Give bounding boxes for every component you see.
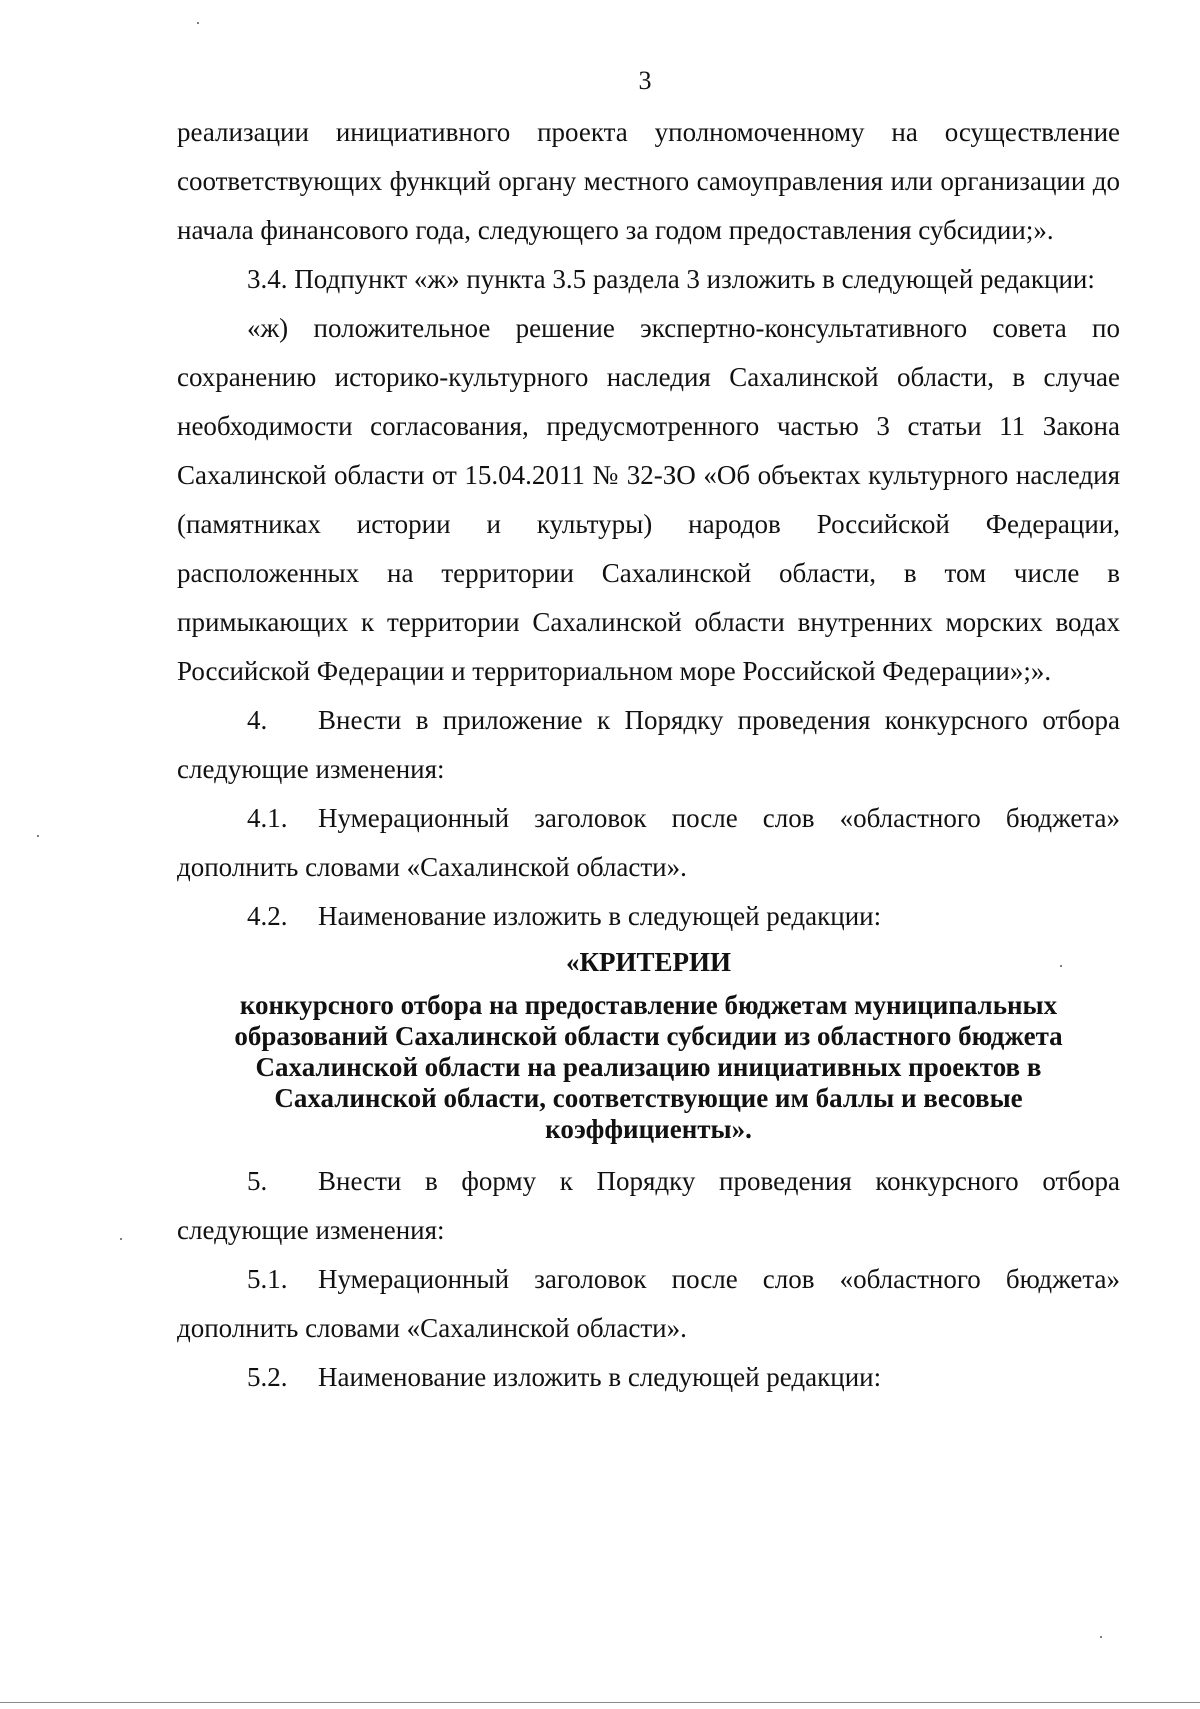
- item-number: 5.: [247, 1166, 268, 1196]
- item-text: Внести в форму к Порядку проведения конкурсного отбора следующие изменения:: [177, 1166, 1120, 1245]
- scan-edge-line: [0, 1702, 1200, 1703]
- page-number: 3: [638, 66, 652, 95]
- paragraph-4: [177, 696, 1120, 794]
- item-text: Внести в приложение к Порядку проведения конкурсного отбора следующие изменения:: [177, 705, 1120, 784]
- item-number: 5.2.: [247, 1362, 288, 1392]
- scan-speck: [1060, 965, 1062, 967]
- scan-speck: [120, 1238, 122, 1240]
- paragraph-5-2: [177, 1353, 1120, 1402]
- item-text: Наименование изложить в следующей редакции:: [318, 1362, 882, 1392]
- paragraph-continuation: реализации инициативного проекта уполномоченному на осуществление соответствующих функций органу местного самоуправления или организации до начала финансового года, следующего за годом предоставления субсидии;».: [177, 117, 1120, 245]
- paragraph-5-1: [177, 1255, 1120, 1353]
- scan-speck: [37, 835, 39, 837]
- paragraph-3-4: 3.4. Подпункт «ж» пункта 3.5 раздела 3 изложить в следующей редакции:: [247, 264, 1095, 294]
- item-number: 4.1.: [247, 803, 288, 833]
- paragraph-4-2: [177, 892, 1120, 941]
- item-number: 4.: [247, 705, 268, 735]
- item-text: Нумерационный заголовок после слов «областного бюджета» дополнить словами «Сахалинской области».: [177, 1264, 1120, 1343]
- item-number: 5.1.: [247, 1264, 288, 1294]
- scan-speck: [1100, 1636, 1102, 1638]
- criteria-subheading: конкурсного отбора на предоставление бюджетам муниципальных образований Сахалинской области субсидии из областного бюджета Сахалинской области на реализацию инициативных проектов в Сахалинской области, соответствующие им баллы и весовые коэффициенты».: [234, 990, 1063, 1144]
- paragraph-4-1: [177, 794, 1120, 892]
- criteria-heading: «КРИТЕРИИ: [565, 947, 732, 977]
- scan-speck: [197, 22, 199, 24]
- document-body: [177, 108, 1120, 1402]
- paragraph-5: [177, 1157, 1120, 1255]
- paragraph-subitem-zh: «ж) положительное решение экспертно-консультативного совета по сохранению историко-культурного наследия Сахалинской области, в случае необходимости согласования, предусмотренного частью 3 статьи 11 Закона Сахалинской области от 15.04.2011 № 32-ЗО «Об объектах культурного наследия (памятниках истории и культуры) народов Российской Федерации, расположенных на территории Сахалинской области, в том числе в примыкающих к территории Сахалинской области внутренних морских водах Российской Федерации и территориальном море Российской Федерации»;».: [177, 313, 1120, 686]
- item-number: 4.2.: [247, 901, 288, 931]
- item-text: Нумерационный заголовок после слов «областного бюджета» дополнить словами «Сахалинской области».: [177, 803, 1120, 882]
- item-text: Наименование изложить в следующей редакции:: [318, 901, 882, 931]
